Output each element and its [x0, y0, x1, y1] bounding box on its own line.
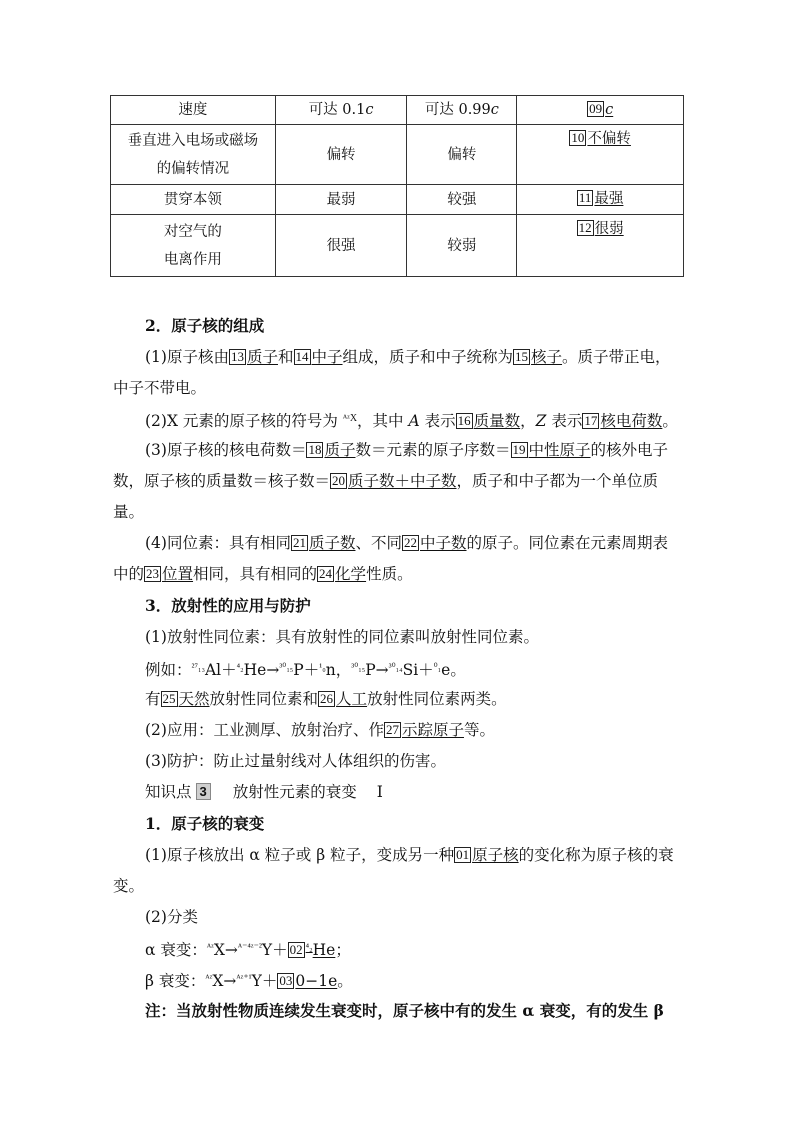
beta-cell: 较强: [407, 185, 517, 215]
paragraph-line: 中子不带电。: [113, 379, 207, 397]
paragraph-line: (1)原子核放出 α 粒子或 β 粒子，变成另一种 01 原子核的变化称为原子核的衰: [145, 846, 674, 864]
alpha-cell: 很强: [275, 215, 407, 277]
row-label: 速度: [111, 96, 276, 125]
paragraph-line: 有 25 天然放射性同位素和 26 人工放射性同位素两类。: [145, 690, 507, 708]
row-label: 贯穿本领: [111, 185, 276, 215]
beta-cell: 可达 0.99c: [407, 96, 517, 125]
example-equations: 例如：$^{^{27}_{13}}$Al＋$^{^4_2}$He→$^{^{30}_{15}}$P＋$^{^1_0}$n，$^{^{30}_{15}}$P→$^{^{30}_{14}}$Si＋$^{^0_1}$e。: [145, 661, 466, 679]
paragraph-line: 变。: [113, 877, 145, 895]
answer-number: 10: [571, 130, 585, 145]
paragraph-line: 中的 23 位置相同，具有相同的 24 化学性质。: [113, 565, 413, 583]
radiation-properties-table: [110, 95, 684, 277]
paragraph-line: (1)原子核由 13 质子和 14 中子组成，质子和中子统称为 15 核子。质子带正电，: [145, 348, 671, 366]
answer-text: c: [605, 102, 614, 118]
note-line: 注：当放射性物质连续发生衰变时，原子核中有的发生 α 衰变，有的发生 β: [145, 1001, 664, 1020]
alpha-cell: 最弱: [275, 185, 407, 215]
beta-cell: 偏转: [407, 125, 517, 185]
row-label: 垂直进入电场或磁场 的偏转情况: [111, 125, 276, 185]
answer-text: 很弱: [594, 221, 624, 237]
table-row: [111, 185, 684, 215]
section-heading: 3．放射性的应用与防护: [145, 596, 311, 615]
paragraph-line: (2)X 元素的原子核的符号为 $^{ᴬᶻX}$，其中 A 表示 16 质量数，Z 表示 17 核电荷数。: [145, 412, 678, 430]
section-heading: 2．原子核的组成: [145, 316, 265, 335]
alpha-cell: 可达 0.1c: [275, 96, 407, 125]
table-row: [111, 96, 684, 125]
answer-text: 不偏转: [587, 131, 631, 147]
row-label: 对空气的 电离作用: [111, 215, 276, 277]
paragraph-line: 量。: [113, 503, 145, 521]
paragraph-line: (2)分类: [145, 908, 198, 926]
paragraph-line: (4)同位素：具有相同 21 质子数、不同 22 中子数的原子。同位素在元素周期表: [145, 534, 669, 552]
answer-text: 最强: [594, 191, 624, 207]
answer-number: 11: [578, 190, 592, 205]
answer-number: 12: [578, 220, 592, 235]
gamma-cell: [517, 215, 684, 277]
paragraph-line: (2)应用：工业测厚、放射治疗、作 27 示踪原子等。: [145, 721, 495, 739]
paragraph-line: (3)防护：防止过量射线对人体组织的伤害。: [145, 752, 446, 770]
table-row: [111, 215, 684, 277]
knowledge-point-number: 3: [196, 783, 211, 800]
gamma-cell: [517, 96, 684, 125]
paragraph-line: (3)原子核的核电荷数＝ 18 质子数＝元素的原子序数＝ 19 中性原子的核外电子: [145, 441, 669, 459]
alpha-decay-equation: α 衰变：$^{ᴬᶻ}$X→$^{ᴬ^{-4}ᶻ^{-2}}$Y＋ 02 $^{^4_2}$He；: [145, 941, 351, 959]
paragraph-line: (1)放射性同位素：具有放射性的同位素叫放射性同位素。: [145, 628, 539, 646]
section-heading: 1．原子核的衰变: [145, 814, 265, 833]
gamma-cell: [517, 185, 684, 215]
knowledge-point-heading: 知识点 3 放射性元素的衰变 I: [145, 783, 383, 801]
alpha-cell: 偏转: [275, 125, 407, 185]
beta-decay-equation: β 衰变：$^{ᴬᶻ}$X→$^{ᴬᶻ^{+1}}$Y＋ 03 0−1e。: [145, 972, 353, 990]
beta-cell: 较弱: [407, 215, 517, 277]
table-row: [111, 125, 684, 185]
paragraph-line: 数，原子核的质量数＝核子数＝ 20 质子数＋中子数，质子和中子都为一个单位质: [113, 472, 659, 490]
answer-number: 09: [589, 101, 603, 116]
gamma-cell: [517, 125, 684, 185]
